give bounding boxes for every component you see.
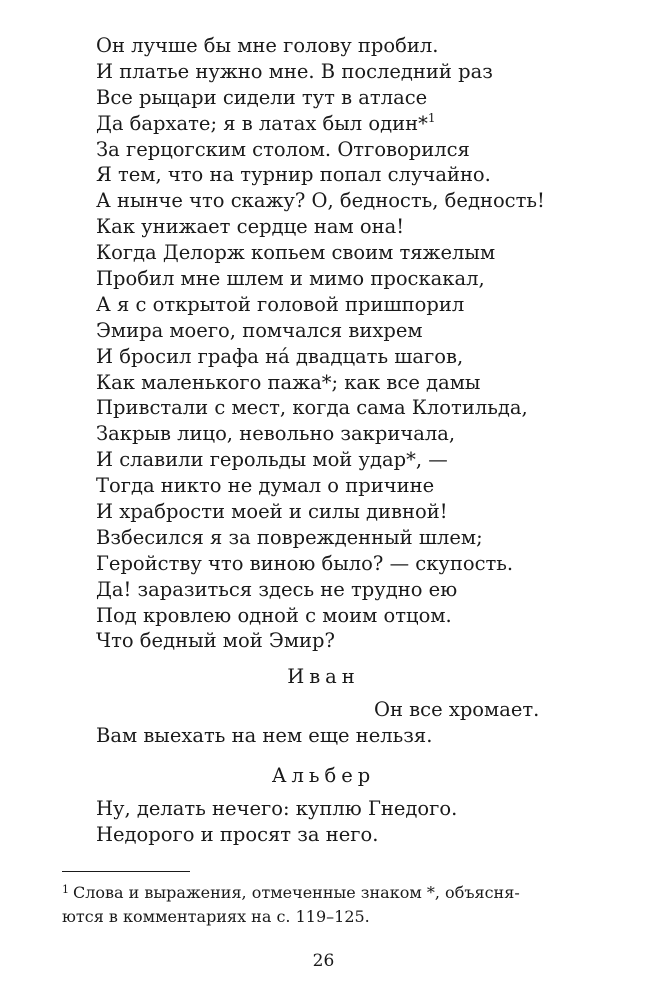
verse-line: Привстали с мест, когда сама Клотильда, [96, 396, 528, 420]
verse-line: Тогда никто не думал о причине [96, 474, 435, 498]
footnote-marker: 1 [62, 883, 69, 896]
footnote-text: Слова и выражения, отмеченные знаком *, объясня- [73, 883, 520, 902]
speech-line-indented: Он все хромает. [374, 698, 540, 721]
verse-line: Он лучше бы мне голову пробил. [96, 34, 439, 57]
verse-line-text: Да бархате; я в латах был один* [96, 111, 428, 135]
verse-line: И бросил графа нá двадцать шагов, [96, 344, 464, 368]
verse-line-with-footnote [96, 111, 616, 137]
verse-line: И славили герольды мой удар*, — [96, 448, 448, 472]
verse-line: Как маленького пажа*; как все дамы [96, 370, 481, 394]
footnote-line: ются в комментариях на с. 119–125. [62, 907, 370, 926]
verse-line: Что бедный мой Эмир? [96, 629, 335, 653]
verse-line: Пробил мне шлем и мимо проскакал, [96, 267, 485, 291]
footnote-reference: 1 [427, 110, 436, 125]
verse-line: За герцогским столом. Отговорился [96, 137, 470, 161]
footnote-line [62, 881, 602, 905]
verse-line: Взбесился я за поврежденный шлем; [96, 525, 483, 549]
speech-line: Ну, делать нечего: куплю Гнедого. [96, 797, 458, 820]
verse-line: Все рыцари сидели тут в атласе [96, 85, 428, 109]
speech-line: Недорого и просят за него. [96, 822, 379, 846]
footnote-divider [62, 871, 190, 872]
verse-line: Да! заразиться здесь не трудно ею [96, 577, 458, 601]
verse-line: Закрыв лицо, невольно закричала, [96, 422, 456, 446]
verse-line: И платье нужно мне. В последний раз [96, 59, 493, 83]
verse-line: А я с открытой головой пришпорил [96, 292, 465, 316]
speaker-name-albert: Альбер [271, 764, 376, 787]
verse-line: И храбрости моей и силы дивной! [96, 500, 448, 524]
verse-block [96, 33, 616, 654]
footnote [62, 881, 602, 929]
speech-line: Вам выехать на нем еще нельзя. [96, 723, 433, 747]
verse-line: Я тем, что на турнир попал случайно. [96, 163, 491, 187]
verse-line: Эмира моего, помчался вихрем [96, 318, 423, 342]
verse-line: Когда Делорж копьем своим тяжелым [96, 241, 496, 265]
verse-line: А нынче что скажу? О, бедность, бедность! [96, 189, 545, 213]
verse-line: Под кровлею одной с моим отцом. [96, 603, 452, 627]
verse-line: Геройству что виною было? — скупость. [96, 551, 514, 575]
albert-speech [96, 796, 616, 848]
ivan-speech [96, 697, 616, 749]
page-number: 26 [312, 951, 335, 971]
verse-line: Как унижает сердце нам она! [96, 215, 405, 239]
speaker-name-ivan: Иван [287, 665, 360, 688]
